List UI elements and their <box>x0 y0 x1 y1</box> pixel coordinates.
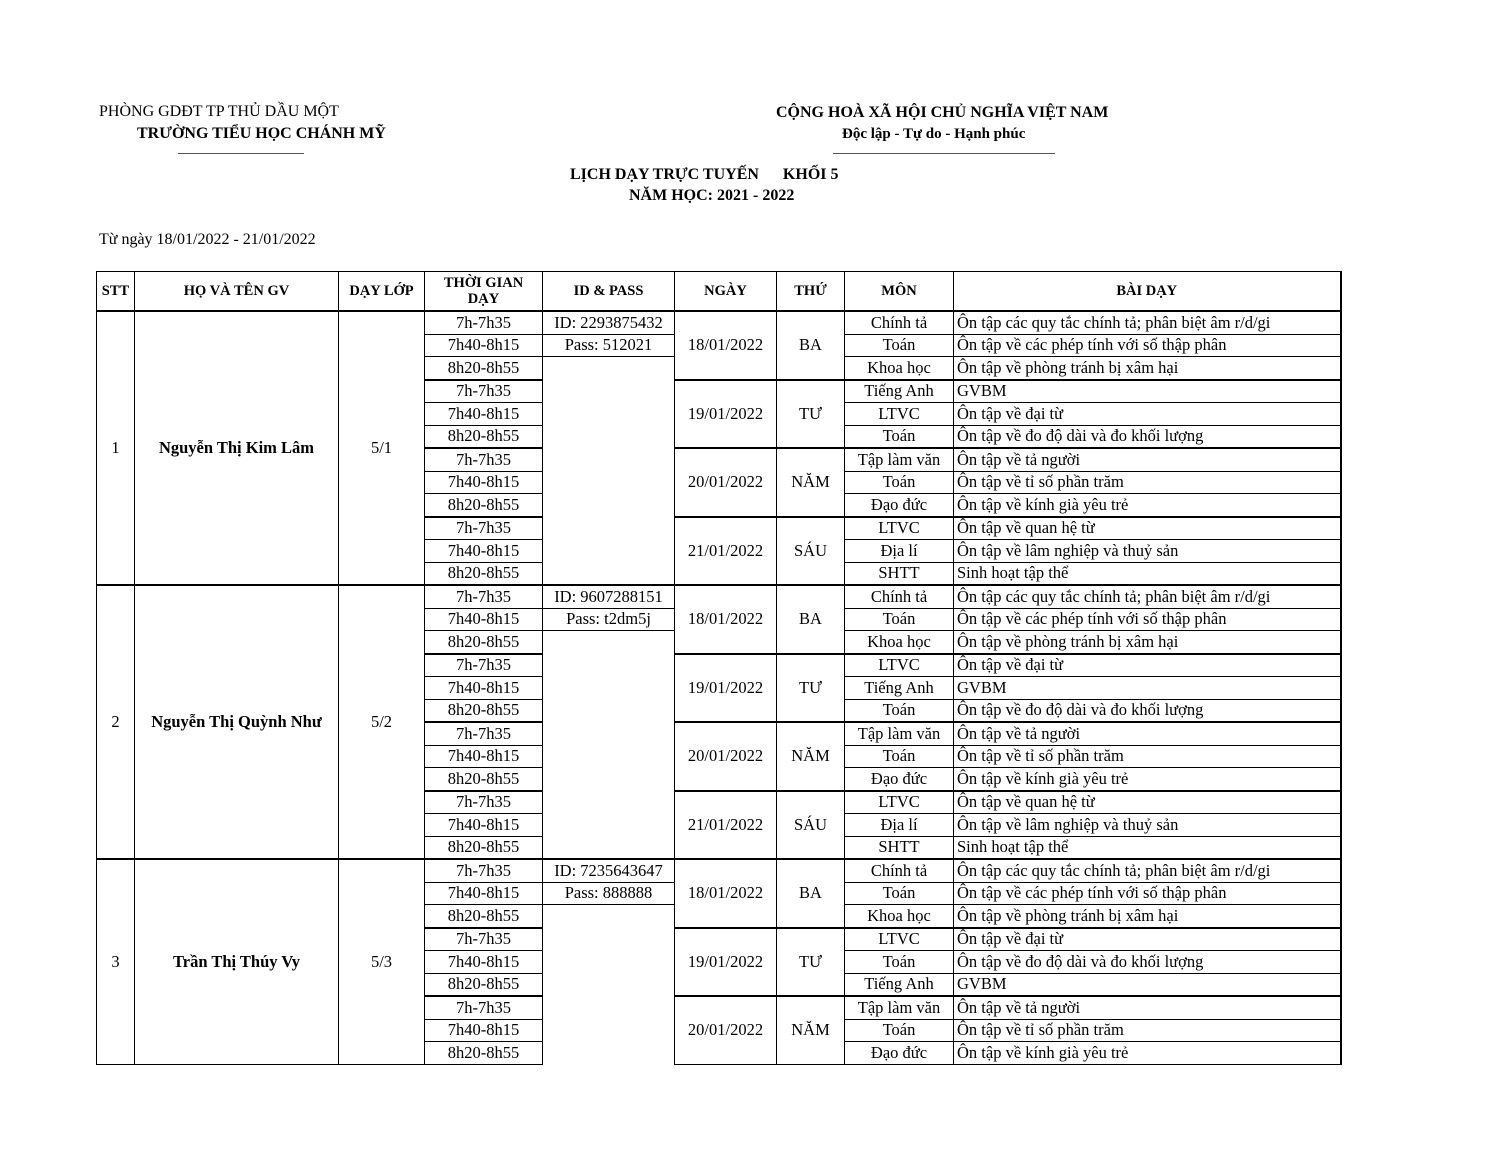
period-lesson: Ôn tập các quy tắc chính tả; phân biệt âm r/d/gi <box>954 859 1341 882</box>
meeting-pass: Pass: t2dm5j <box>543 608 675 631</box>
col-header-class: DẠY LỚP <box>339 272 425 312</box>
schedule-title <box>570 166 838 184</box>
period-subject: Toán <box>845 1019 954 1042</box>
table-header-row <box>97 272 1341 312</box>
period-subject: Toán <box>845 608 954 631</box>
period-time: 7h-7h35 <box>425 517 543 540</box>
left-header-rule <box>178 153 304 154</box>
period-subject: Khoa học <box>845 631 954 654</box>
period-lesson: GVBM <box>954 380 1341 403</box>
date-range: Từ ngày 18/01/2022 - 21/01/2022 <box>99 231 316 248</box>
meeting-pass: Pass: 512021 <box>543 334 675 357</box>
period-subject: LTVC <box>845 654 954 677</box>
period-subject: Toán <box>845 425 954 448</box>
period-time: 8h20-8h55 <box>425 357 543 380</box>
period-time: 7h40-8h15 <box>425 403 543 426</box>
period-time: 7h40-8h15 <box>425 882 543 905</box>
period-time: 7h-7h35 <box>425 722 543 745</box>
period-subject: Chính tả <box>845 859 954 882</box>
period-lesson: Ôn tập về đại từ <box>954 928 1341 951</box>
period-subject: LTVC <box>845 791 954 814</box>
period-lesson: Ôn tập về tả người <box>954 996 1341 1019</box>
teacher-stt: 1 <box>97 311 135 585</box>
day-date: 20/01/2022 <box>675 722 777 791</box>
period-subject: Địa lí <box>845 540 954 563</box>
period-lesson: Ôn tập các quy tắc chính tả; phân biệt âm r/d/gi <box>954 585 1341 608</box>
period-lesson: GVBM <box>954 677 1341 700</box>
period-lesson: Ôn tập về quan hệ từ <box>954 517 1341 540</box>
period-lesson: Ôn tập về tả người <box>954 722 1341 745</box>
period-lesson: Ôn tập về các phép tính với số thập phân <box>954 334 1341 357</box>
period-subject: Tiếng Anh <box>845 677 954 700</box>
period-subject: Tiếng Anh <box>845 380 954 403</box>
period-subject: Toán <box>845 951 954 974</box>
period-time: 8h20-8h55 <box>425 973 543 996</box>
day-weekday: BA <box>777 859 845 928</box>
period-time: 8h20-8h55 <box>425 905 543 928</box>
period-lesson: Sinh hoạt tập thể <box>954 836 1341 859</box>
country-title: CỘNG HOÀ XÃ HỘI CHỦ NGHĨA VIỆT NAM <box>776 104 1109 121</box>
day-date: 18/01/2022 <box>675 859 777 928</box>
id-pass-empty <box>543 357 675 586</box>
period-lesson: Sinh hoạt tập thể <box>954 562 1341 585</box>
period-lesson: Ôn tập về lâm nghiệp và thuỷ sản <box>954 540 1341 563</box>
period-time: 7h40-8h15 <box>425 951 543 974</box>
period-subject: Khoa học <box>845 905 954 928</box>
day-date: 19/01/2022 <box>675 928 777 997</box>
period-lesson: Ôn tập về đo độ dài và đo khối lượng <box>954 699 1341 722</box>
teacher-stt: 2 <box>97 585 135 859</box>
period-subject: Tập làm văn <box>845 996 954 1019</box>
period-lesson: Ôn tập về phòng tránh bị xâm hại <box>954 905 1341 928</box>
period-lesson: Ôn tập về phòng tránh bị xâm hại <box>954 357 1341 380</box>
period-subject: Tập làm văn <box>845 448 954 471</box>
period-lesson: Ôn tập về đại từ <box>954 654 1341 677</box>
meeting-pass: Pass: 888888 <box>543 882 675 905</box>
teacher-class: 5/2 <box>339 585 425 859</box>
period-time: 7h-7h35 <box>425 380 543 403</box>
school-year: NĂM HỌC: 2021 - 2022 <box>629 187 795 204</box>
teacher-name: Nguyễn Thị Quỳnh Như <box>135 585 339 859</box>
period-time: 7h-7h35 <box>425 585 543 608</box>
period-time: 8h20-8h55 <box>425 1042 543 1065</box>
day-date: 18/01/2022 <box>675 585 777 654</box>
period-subject: Khoa học <box>845 357 954 380</box>
period-time: 7h-7h35 <box>425 859 543 882</box>
teacher-name: Trần Thị Thúy Vy <box>135 859 339 1064</box>
day-date: 21/01/2022 <box>675 791 777 860</box>
col-header-stt: STT <box>97 272 135 312</box>
period-time: 7h-7h35 <box>425 928 543 951</box>
period-time: 7h40-8h15 <box>425 814 543 837</box>
col-header-weekday: THỨ <box>777 272 845 312</box>
day-date: 18/01/2022 <box>675 311 777 380</box>
period-time: 8h20-8h55 <box>425 836 543 859</box>
period-subject: LTVC <box>845 517 954 540</box>
period-time: 7h40-8h15 <box>425 540 543 563</box>
period-time: 7h-7h35 <box>425 791 543 814</box>
day-date: 19/01/2022 <box>675 654 777 723</box>
period-time: 7h40-8h15 <box>425 677 543 700</box>
day-date: 20/01/2022 <box>675 996 777 1064</box>
col-header-id-pass: ID & PASS <box>543 272 675 312</box>
table-row <box>97 859 1341 882</box>
period-lesson: Ôn tập về tỉ số phần trăm <box>954 1019 1341 1042</box>
day-weekday: SÁU <box>777 517 845 586</box>
period-subject: Địa lí <box>845 814 954 837</box>
period-time: 7h40-8h15 <box>425 471 543 494</box>
day-weekday: TƯ <box>777 654 845 723</box>
id-pass-empty <box>543 631 675 860</box>
period-lesson: Ôn tập về tỉ số phần trăm <box>954 471 1341 494</box>
period-time: 8h20-8h55 <box>425 768 543 791</box>
period-time: 7h40-8h15 <box>425 608 543 631</box>
period-subject: Toán <box>845 745 954 768</box>
period-subject: LTVC <box>845 403 954 426</box>
teacher-stt: 3 <box>97 859 135 1064</box>
period-lesson: Ôn tập về kính già yêu trẻ <box>954 494 1341 517</box>
period-time: 7h-7h35 <box>425 448 543 471</box>
period-time: 7h40-8h15 <box>425 1019 543 1042</box>
period-time: 8h20-8h55 <box>425 562 543 585</box>
period-subject: Tập làm văn <box>845 722 954 745</box>
period-lesson: Ôn tập về các phép tính với số thập phân <box>954 882 1341 905</box>
period-lesson: Ôn tập về kính già yêu trẻ <box>954 768 1341 791</box>
period-time: 7h-7h35 <box>425 654 543 677</box>
period-subject: Đạo đức <box>845 1042 954 1065</box>
period-lesson: Ôn tập về đại từ <box>954 403 1341 426</box>
col-header-time: THỜI GIAN DẠY <box>425 272 543 312</box>
period-lesson: Ôn tập về quan hệ từ <box>954 791 1341 814</box>
period-lesson: Ôn tập về lâm nghiệp và thuỷ sản <box>954 814 1341 837</box>
col-header-teacher: HỌ VÀ TÊN GV <box>135 272 339 312</box>
period-subject: LTVC <box>845 928 954 951</box>
right-header-rule <box>833 153 1055 154</box>
period-lesson: Ôn tập về tỉ số phần trăm <box>954 745 1341 768</box>
period-subject: Tiếng Anh <box>845 973 954 996</box>
period-subject: Toán <box>845 471 954 494</box>
day-date: 20/01/2022 <box>675 448 777 517</box>
day-weekday: BA <box>777 311 845 380</box>
period-time: 7h-7h35 <box>425 996 543 1019</box>
period-subject: Chính tả <box>845 585 954 608</box>
period-subject: Đạo đức <box>845 768 954 791</box>
day-date: 21/01/2022 <box>675 517 777 586</box>
schedule-title-main: LỊCH DẠY TRỰC TUYẾN <box>570 166 759 183</box>
day-weekday: BA <box>777 585 845 654</box>
period-lesson: Ôn tập về các phép tính với số thập phân <box>954 608 1341 631</box>
period-lesson: Ôn tập về đo độ dài và đo khối lượng <box>954 951 1341 974</box>
period-lesson: Ôn tập về đo độ dài và đo khối lượng <box>954 425 1341 448</box>
meeting-id: ID: 2293875432 <box>543 311 675 334</box>
department-name: PHÒNG GDĐT TP THỦ DẦU MỘT <box>99 103 339 120</box>
col-header-date: NGÀY <box>675 272 777 312</box>
col-header-lesson: BÀI DẠY <box>954 272 1341 312</box>
period-lesson: Ôn tập về phòng tránh bị xâm hại <box>954 631 1341 654</box>
teacher-class: 5/1 <box>339 311 425 585</box>
country-motto: Độc lập - Tự do - Hạnh phúc <box>842 126 1026 142</box>
day-weekday: NĂM <box>777 722 845 791</box>
period-time: 8h20-8h55 <box>425 494 543 517</box>
col-header-subject: MÔN <box>845 272 954 312</box>
period-time: 8h20-8h55 <box>425 425 543 448</box>
school-name: TRƯỜNG TIỂU HỌC CHÁNH MỸ <box>137 125 386 142</box>
day-weekday: TƯ <box>777 380 845 449</box>
period-time: 7h40-8h15 <box>425 334 543 357</box>
schedule-table <box>96 271 1342 1065</box>
period-subject: Đạo đức <box>845 494 954 517</box>
period-time: 8h20-8h55 <box>425 631 543 654</box>
table-row <box>97 311 1341 334</box>
period-lesson: Ôn tập về kính già yêu trẻ <box>954 1042 1341 1065</box>
schedule-body <box>97 311 1341 1064</box>
day-weekday: TƯ <box>777 928 845 997</box>
day-weekday: NĂM <box>777 996 845 1064</box>
period-subject: Toán <box>845 699 954 722</box>
schedule-title-grade: KHỐI 5 <box>782 166 839 183</box>
period-subject: SHTT <box>845 562 954 585</box>
period-time: 8h20-8h55 <box>425 699 543 722</box>
day-date: 19/01/2022 <box>675 380 777 449</box>
teacher-class: 5/3 <box>339 859 425 1064</box>
period-subject: Chính tả <box>845 311 954 334</box>
meeting-id: ID: 9607288151 <box>543 585 675 608</box>
period-subject: Toán <box>845 882 954 905</box>
period-time: 7h-7h35 <box>425 311 543 334</box>
period-subject: Toán <box>845 334 954 357</box>
period-lesson: Ôn tập các quy tắc chính tả; phân biệt âm r/d/gi <box>954 311 1341 334</box>
day-weekday: NĂM <box>777 448 845 517</box>
day-weekday: SÁU <box>777 791 845 860</box>
meeting-id: ID: 7235643647 <box>543 859 675 882</box>
id-pass-empty <box>543 905 675 1065</box>
period-time: 7h40-8h15 <box>425 745 543 768</box>
period-subject: SHTT <box>845 836 954 859</box>
table-row <box>97 585 1341 608</box>
teacher-name: Nguyễn Thị Kim Lâm <box>135 311 339 585</box>
period-lesson: Ôn tập về tả người <box>954 448 1341 471</box>
period-lesson: GVBM <box>954 973 1341 996</box>
